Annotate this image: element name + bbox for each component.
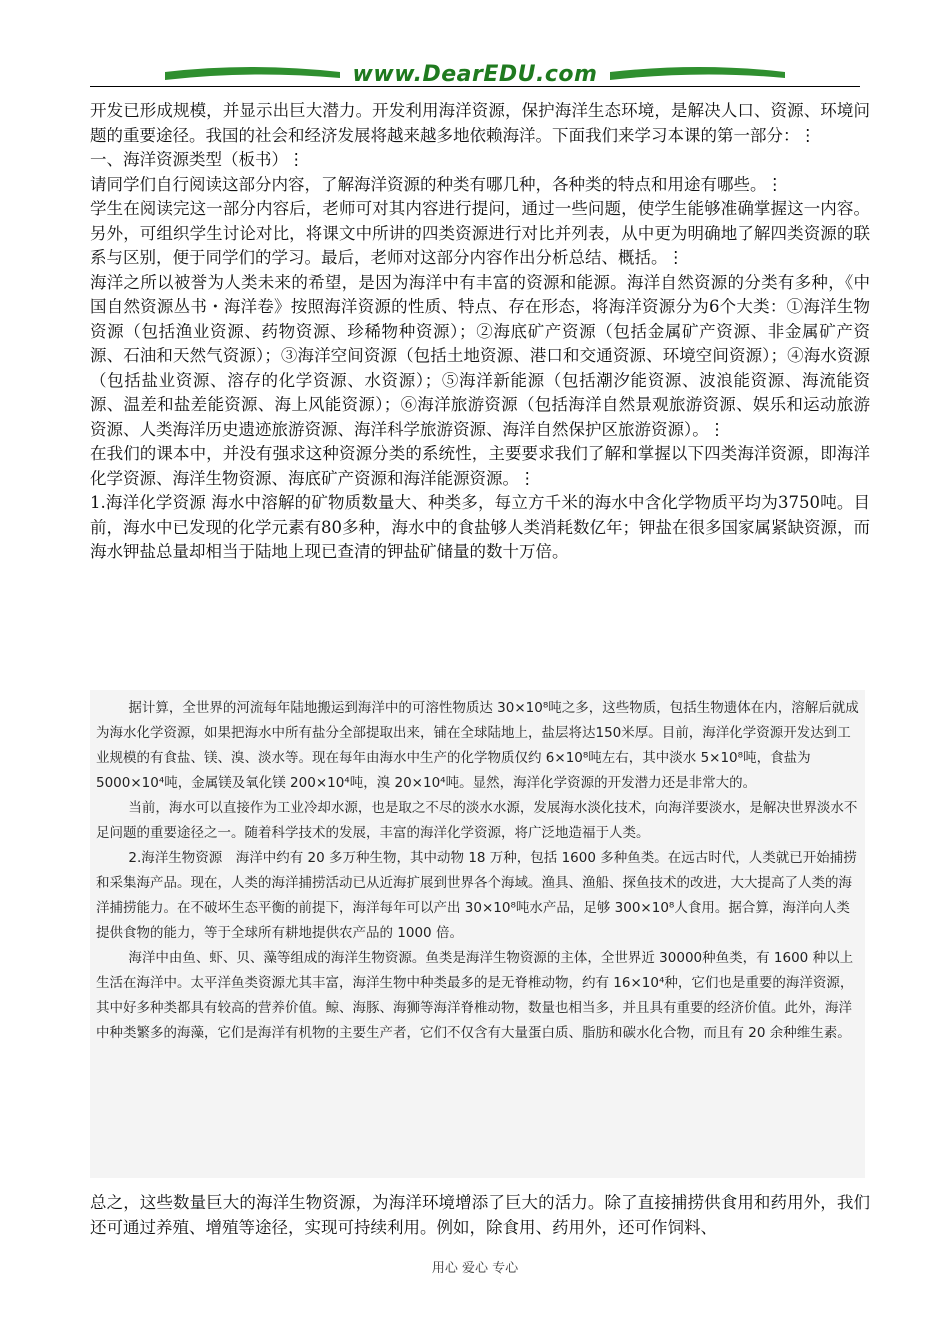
scan-paragraph: 当前，海水可以直接作为工业冷却水源，也是取之不尽的淡水水源，发展海水淡化技术，向海洋要淡水，是解决世界淡水不足问题的重要途径之一。随着科学技术的发展，丰富的海洋化学资源，将广泛地造福于人类。 <box>96 800 858 841</box>
scan-paragraph: 海洋中由鱼、虾、贝、藻等组成的海洋生物资源。鱼类是海洋生物资源的主体，全世界近 30000种鱼类，有 1600 种以上生活在海洋中。太平洋鱼类资源尤其丰富，海洋生物中种类最多的是无脊椎动物，约有 16×10⁴种，它们也是重要的海洋资源，其中好多种类都具有较高的营养价值。鲸、海豚、海狮等海洋脊椎动物，数量也相当多，并且具有重要的经济价值。此外，海洋中种类繁多的海藻，它们是海洋有机物的主要生产者，它们不仅含有大量蛋白质、脂肪和碳水化合物，而且有 20 余种维生素。 <box>96 950 854 1041</box>
scanned-textbook-excerpt <box>90 690 865 1178</box>
document-body-continued <box>90 1190 870 1240</box>
scan-paragraph: 2.海洋生物资源 海洋中约有 20 多万种生物，其中动物 18 万种，包括 1600 多种鱼类。在远古时代，人类就已开始捕捞和采集海产品。现在，人类的海洋捕捞活动已从近海扩展到世界各个海域。渔具、渔船、探鱼技术的改进，大大提高了人类的海洋捕捞能力。在不破坏生态平衡的前提下，海洋每年可以产出 30×10⁸吨水产品，足够 300×10⁸人食用。据合算，海洋向人类提供食物的能力，等于全球所有耕地提供农产品的 1000 倍。 <box>96 850 857 941</box>
paragraph: 在我们的课本中，并没有强求这种资源分类的系统性，主要要求我们了解和掌握以下四类海洋资源，即海洋化学资源、海洋生物资源、海底矿产资源和海洋能源资源。⋮ <box>90 444 870 488</box>
paragraph: 海洋之所以被誉为人类未来的希望，是因为海洋中有丰富的资源和能源。海洋自然资源的分类有多种，《中国自然资源丛书・海洋卷》按照海洋资源的性质、特点、存在形态，将海洋资源分为6个大类：①海洋生物资源（包括渔业资源、药物资源、珍稀物种资源）；②海底矿产资源（包括金属矿产资源、非金属矿产资源、石油和天然气资源）；③海洋空间资源（包括土地资源、港口和交通资源、环境空间资源）；④海水资源（包括盐业资源、溶存的化学资源、水资源）；⑤海洋新能源（包括潮汐能资源、波浪能资源、海流能资源、温差和盐差能资源、海上风能资源）；⑥海洋旅游资源（包括海洋自然景观旅游资源、娱乐和运动旅游资源、人类海洋历史遗迹旅游资源、海洋科学旅游资源、海洋自然保护区旅游资源）。⋮ <box>90 272 870 439</box>
scan-paragraph: 据计算，全世界的河流每年陆地搬运到海洋中的可溶性物质达 30×10⁸吨之多，这些物质，包括生物遗体在内，溶解后就成为海水化学资源，如果把海水中所有盐分全部提取出来，铺在全球陆地上，盐层将达150米厚。目前，海洋化学资源开发达到工业规模的有食盐、镁、溴、淡水等。现在每年由海水中生产的化学物质仅约 6×10⁸吨左右，其中淡水 5×10⁸吨，食盐为 5000×10⁴吨，金属镁及氧化镁 200×10⁴吨，溴 20×10⁴吨。显然，海洋化学资源的开发潜力还是非常大的。 <box>96 700 859 791</box>
page-footer: 用心 爱心 专心 <box>431 1261 519 1276</box>
header-rule <box>90 86 860 87</box>
paragraph: 请同学们自行阅读这部分内容，了解海洋资源的种类有哪几种，各种类的特点和用途有哪些。⋮ <box>90 174 783 194</box>
paragraph: 学生在阅读完这一部分内容后，老师可对其内容进行提问，通过一些问题，使学生能够准确掌握这一内容。另外，可组织学生讨论对比，将课文中所讲的四类资源进行对比并列表，从中更为明确地了解四类资源的联系与区别，便于同学们的学习。最后，老师对这部分内容作出分析总结、概括。⋮ <box>90 199 870 267</box>
paragraph: 1.海洋化学资源 海水中溶解的矿物质数量大、种类多，每立方千米的海水中含化学物质平均为3750吨。目前，海水中已发现的化学元素有80多种，海水中的食盐够人类消耗数亿年；钾盐在很多国家属紧缺资源，而海水钾盐总量却相当于陆地上现已查清的钾盐矿储量的数十万倍。 <box>90 493 870 561</box>
paragraph: 总之，这些数量巨大的海洋生物资源，为海洋环境增添了巨大的活力。除了直接捕捞供食用和药用外，我们还可通过养殖、增殖等途径，实现可持续利用。例如，除食用、药用外，还可作饲料、 <box>90 1193 870 1237</box>
document-body <box>90 99 870 565</box>
site-logo[interactable]: www.DearEDU.com <box>352 62 598 87</box>
paragraph: 开发已形成规模，并显示出巨大潜力。开发利用海洋资源，保护海洋生态环境，是解决人口、资源、环境问题的重要途径。我国的社会和经济发展将越来越多地依赖海洋。下面我们来学习本课的第一部分：⋮ <box>90 101 870 145</box>
section-heading: 一、海洋资源类型（板书）⋮ <box>90 150 305 169</box>
